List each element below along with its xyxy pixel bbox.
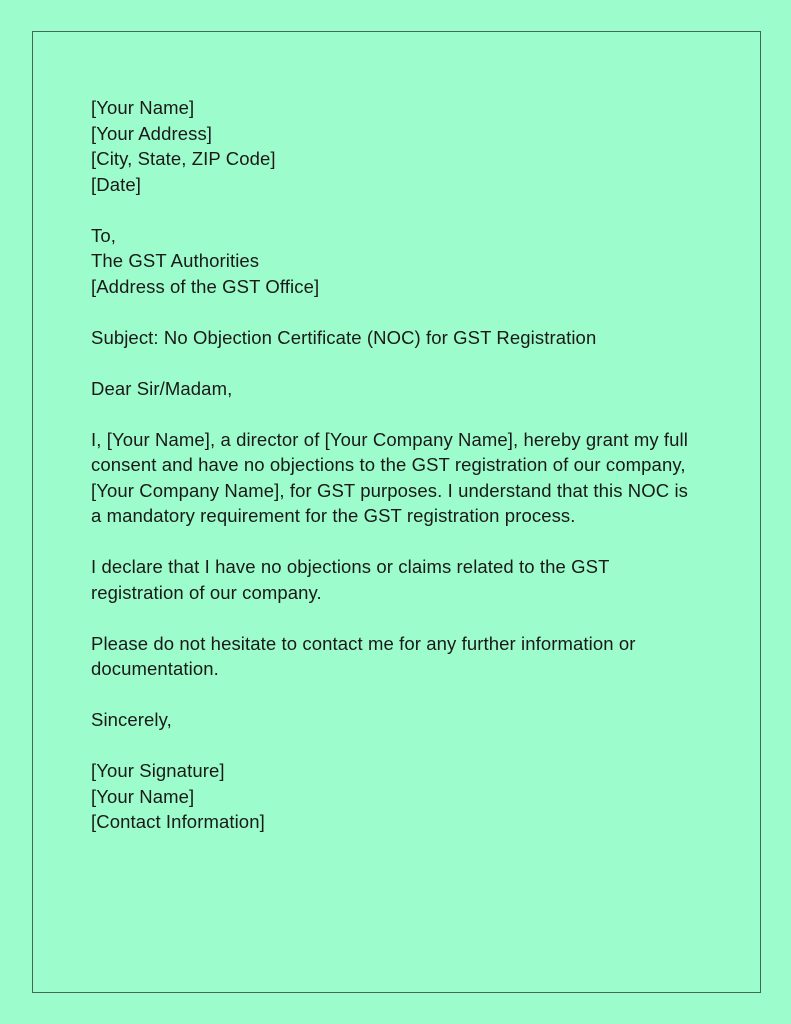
recipient-block <box>91 223 691 300</box>
subject-block <box>91 325 691 351</box>
body-paragraph-1-text: I, [Your Name], a director of [Your Company Name], hereby grant my full consent and have no objections to the GST registration of our company, [Your Company Name], for GST purposes. I understand that this NOC is a mandatory requirement for the GST registration process. <box>91 428 689 526</box>
signature-placeholder: [Your Signature] <box>91 760 225 781</box>
body-paragraph-2-text: I declare that I have no objections or claims related to the GST registration of our company. <box>91 556 610 603</box>
body-paragraph-3-text: Please do not hesitate to contact me for any further information or documentation. <box>91 632 636 679</box>
sender-block <box>91 95 691 197</box>
sender-date: [Date] <box>91 173 141 195</box>
recipient-authority: The GST Authorities <box>91 250 260 271</box>
signature-contact: [Contact Information] <box>91 811 265 832</box>
closing-block <box>91 707 691 733</box>
sender-name: [Your Name] <box>91 97 195 118</box>
greeting-line: Dear Sir/Madam, <box>91 377 233 399</box>
greeting-block <box>91 376 691 402</box>
closing-line: Sincerely, <box>91 709 172 730</box>
sender-city-state-zip: [City, State, ZIP Code] <box>91 148 276 169</box>
signature-name: [Your Name] <box>91 785 195 807</box>
letter-body <box>91 95 691 835</box>
body-paragraph-3 <box>91 631 691 682</box>
sender-address: [Your Address] <box>91 122 213 144</box>
recipient-to-label: To, <box>91 224 116 246</box>
subject-line: Subject: No Objection Certificate (NOC) for GST Registration <box>91 326 597 348</box>
signature-block <box>91 758 691 835</box>
body-paragraph-1 <box>91 427 691 529</box>
body-paragraph-2 <box>91 554 691 605</box>
recipient-address: [Address of the GST Office] <box>91 275 320 297</box>
